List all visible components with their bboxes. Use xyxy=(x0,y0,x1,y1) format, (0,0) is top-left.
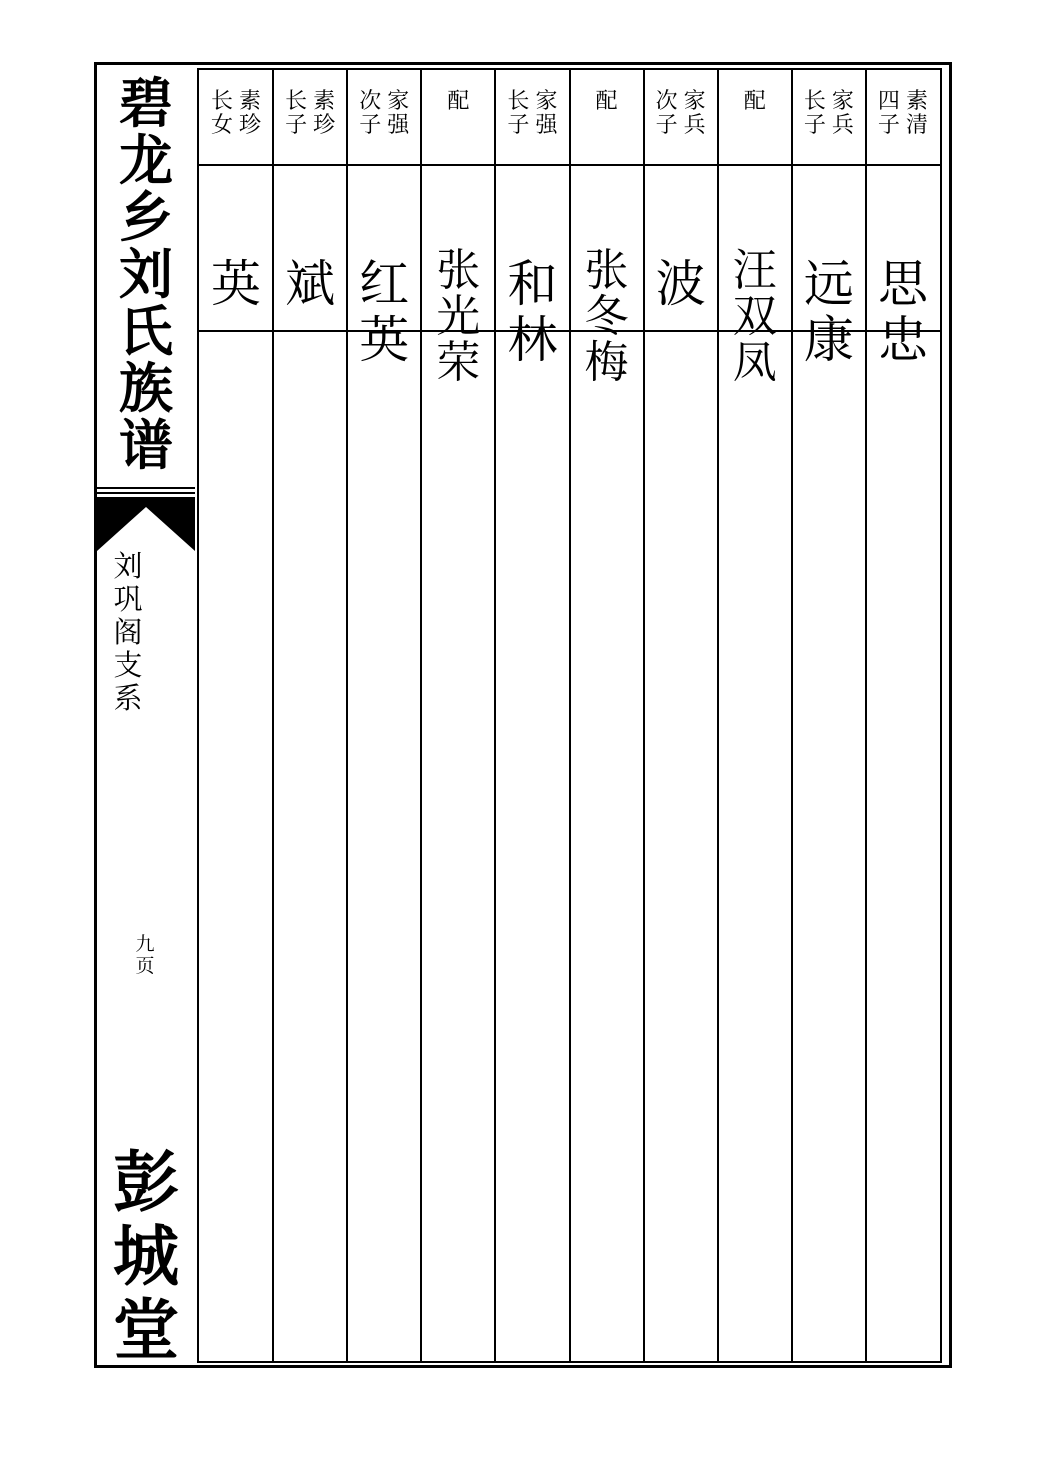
person-name xyxy=(570,245,644,388)
relation-char: 长 xyxy=(803,89,826,114)
page-number-char: 九 xyxy=(135,933,155,955)
hall-char: 城 xyxy=(113,1217,179,1295)
spine-divider xyxy=(97,487,195,497)
hall-char: 堂 xyxy=(113,1291,179,1369)
branch-label xyxy=(103,550,153,715)
relation-char: 次 xyxy=(359,89,382,114)
relation-char: 家 xyxy=(387,89,410,114)
name-char: 双 xyxy=(732,291,777,342)
relation-char: 配 xyxy=(743,89,766,114)
genealogy-grid xyxy=(197,68,942,1363)
hall-char: 彭 xyxy=(113,1143,179,1221)
name-char: 光 xyxy=(436,291,481,342)
name-char: 波 xyxy=(655,255,706,313)
name-char: 思 xyxy=(877,255,928,313)
relation-char: 子 xyxy=(359,113,382,138)
person-name xyxy=(644,256,718,312)
relation-cell xyxy=(866,90,940,138)
branch-char: 系 xyxy=(113,681,143,715)
genealogy-title xyxy=(97,71,195,477)
name-char: 远 xyxy=(803,255,854,313)
relation-char: 配 xyxy=(447,89,470,114)
relation-char: 兵 xyxy=(831,113,854,138)
name-char: 荣 xyxy=(436,337,481,388)
person-name xyxy=(495,256,569,368)
relation-cell xyxy=(718,90,792,114)
name-char: 斌 xyxy=(285,255,336,313)
name-char: 忠 xyxy=(877,311,928,369)
person-name xyxy=(866,256,940,368)
branch-char: 刘 xyxy=(113,549,143,583)
relation-char: 子 xyxy=(803,113,826,138)
name-char: 张 xyxy=(436,245,481,296)
relation-char: 子 xyxy=(877,113,900,138)
relation-char: 配 xyxy=(595,89,618,114)
relation-char: 家 xyxy=(535,89,558,114)
title-char: 碧 xyxy=(119,71,173,135)
relation-cell xyxy=(495,90,569,138)
relation-cell xyxy=(347,90,421,138)
name-char: 英 xyxy=(211,255,262,313)
relation-char: 强 xyxy=(535,113,558,138)
relation-char: 家 xyxy=(683,89,706,114)
person-name xyxy=(421,245,495,388)
relation-char: 清 xyxy=(905,113,928,138)
relation-cell xyxy=(792,90,866,138)
relation-char: 珍 xyxy=(313,113,336,138)
name-char: 凤 xyxy=(732,337,777,388)
hall-name xyxy=(97,1145,195,1367)
title-char: 乡 xyxy=(119,185,173,249)
person-name xyxy=(792,256,866,368)
page-number xyxy=(127,933,163,977)
name-char: 梅 xyxy=(584,337,629,388)
title-char: 族 xyxy=(119,356,173,420)
title-char: 龙 xyxy=(119,128,173,192)
relation-char: 长 xyxy=(211,89,234,114)
relation-cell xyxy=(644,90,718,138)
relation-cell xyxy=(199,90,273,138)
relation-char: 女 xyxy=(211,113,234,138)
name-char: 汪 xyxy=(732,245,777,296)
page-number-char: 页 xyxy=(135,955,155,977)
relation-cell xyxy=(273,90,347,138)
relation-char: 次 xyxy=(655,89,678,114)
title-char: 刘 xyxy=(119,242,173,306)
relation-char: 强 xyxy=(387,113,410,138)
person-name xyxy=(273,256,347,312)
name-char: 红 xyxy=(359,255,410,313)
person-name xyxy=(718,245,792,388)
branch-char: 支 xyxy=(113,648,143,682)
relation-cell xyxy=(570,90,644,114)
relation-char: 素 xyxy=(239,89,262,114)
name-char: 张 xyxy=(584,245,629,296)
relation-char: 兵 xyxy=(683,113,706,138)
relation-char: 素 xyxy=(905,89,928,114)
fishtail-ornament xyxy=(97,497,195,553)
relation-char: 家 xyxy=(831,89,854,114)
relation-char: 四 xyxy=(877,89,900,114)
name-char: 冬 xyxy=(584,291,629,342)
relation-char: 子 xyxy=(285,113,308,138)
name-char: 和 xyxy=(507,255,558,313)
relation-char: 长 xyxy=(507,89,530,114)
name-char: 康 xyxy=(803,311,854,369)
branch-char: 巩 xyxy=(113,582,143,616)
relation-char: 长 xyxy=(285,89,308,114)
name-char: 英 xyxy=(359,311,410,369)
relation-char: 珍 xyxy=(239,113,262,138)
title-char: 氏 xyxy=(119,299,173,363)
relation-char: 子 xyxy=(655,113,678,138)
name-char: 林 xyxy=(507,311,558,369)
person-name xyxy=(347,256,421,368)
title-char: 谱 xyxy=(119,413,173,477)
genealogy-spine xyxy=(97,65,195,1369)
relation-cell xyxy=(421,90,495,114)
branch-char: 阁 xyxy=(113,615,143,649)
person-name xyxy=(199,256,273,312)
relation-char: 子 xyxy=(507,113,530,138)
relation-char: 素 xyxy=(313,89,336,114)
